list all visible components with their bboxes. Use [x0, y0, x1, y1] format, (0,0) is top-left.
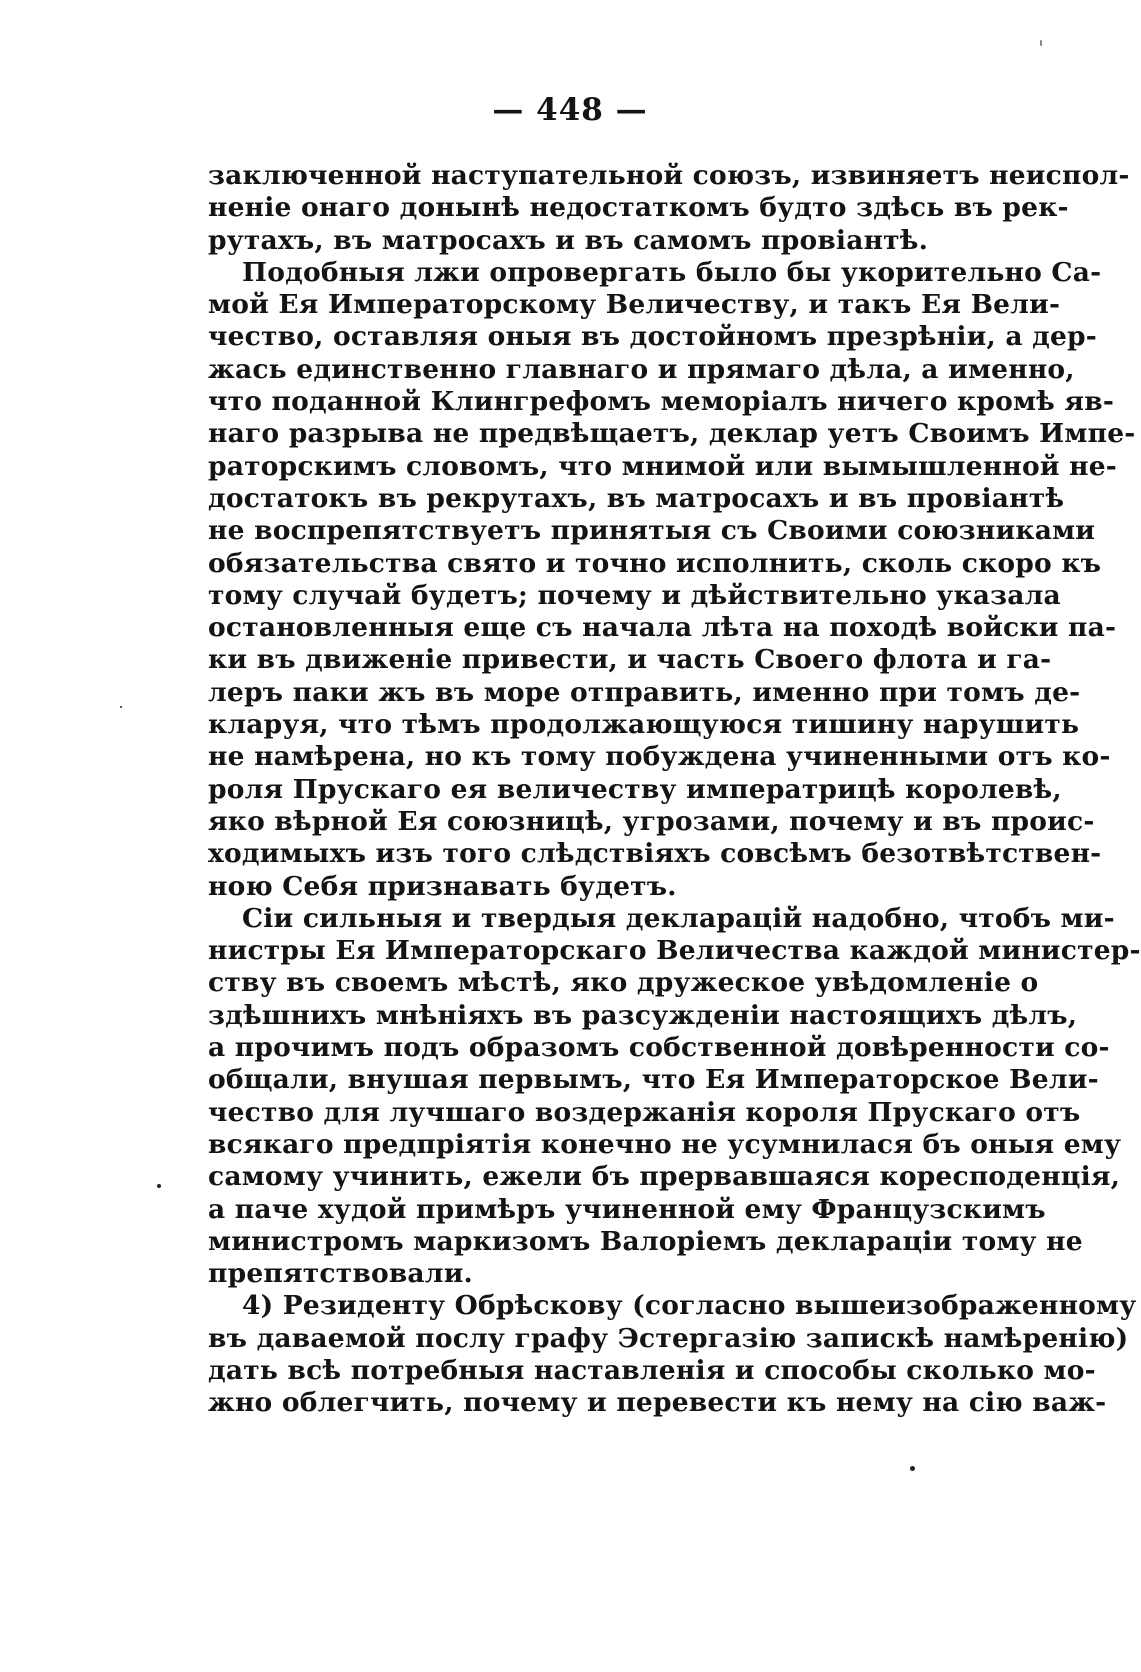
- text-line: всякаго предпріятія конечно не усумнилася бъ оныя ему: [208, 1128, 1122, 1160]
- text-line: кларуя, что тѣмъ продолжающуюся тишину нарушить: [208, 709, 1080, 741]
- page-number: — 448 —: [492, 92, 648, 128]
- text-line: дать всѣ потребныя наставленія и способы сколько мо-: [208, 1354, 1096, 1386]
- text-line: раторскимъ словомъ, что мнимой или вымышленной не-: [208, 450, 1117, 482]
- scan-speck: [910, 1466, 915, 1471]
- text-line: рутахъ, въ матросахъ и въ самомъ провіантѣ.: [208, 224, 929, 256]
- text-line: 4) Резиденту Обрѣскову (согласно вышеизображенному: [242, 1290, 1137, 1322]
- text-line: неніе онаго донынѣ недостаткомъ будто здѣсь въ рек-: [208, 192, 1069, 224]
- scan-speck: [157, 1184, 161, 1188]
- text-line: тому случай будетъ; почему и дѣйствительно указала: [208, 579, 1061, 611]
- text-line: здѣшнихъ мнѣніяхъ въ разсужденіи настоящихъ дѣлъ,: [208, 999, 1078, 1031]
- text-line: обязательства свято и точно исполнить, сколь скоро къ: [208, 547, 1102, 579]
- text-line: яко вѣрной Ея союзницѣ, угрозами, почему и въ проис-: [208, 805, 1095, 837]
- text-line: что поданной Клингрефомъ меморіалъ ничего кромѣ яв-: [208, 386, 1115, 418]
- text-line: нистры Ея Императорскаго Величества каждой министер-: [208, 935, 1141, 967]
- text-line: ству въ своемъ мѣстѣ, яко дружеское увѣдомленіе о: [208, 967, 1039, 999]
- text-line: Сіи сильныя и твердыя декларацій надобно, чтобъ ми-: [242, 902, 1115, 934]
- text-line: жно облегчить, почему и перевести къ нему на сію важ-: [208, 1387, 1107, 1419]
- text-line: самому учинить, ежели бъ прервавшаяся коресподенція,: [208, 1161, 1121, 1193]
- text-line: не воспрепятствуетъ принятыя съ Своими союзниками: [208, 515, 1096, 547]
- text-line: министромъ маркизомъ Валоріемъ деклараціи тому не: [208, 1225, 1083, 1257]
- text-line: жась единственно главнаго и прямаго дѣла, а именно,: [208, 353, 1075, 385]
- text-line: чество, оставляя оныя въ достойномъ презрѣніи, а дер-: [208, 321, 1097, 353]
- text-line: достатокъ въ рекрутахъ, въ матросахъ и въ провіантѣ: [208, 482, 1065, 514]
- body-text: [208, 160, 1141, 1420]
- text-line: общали, внушая первымъ, что Ея Императорское Вели-: [208, 1064, 1099, 1096]
- scan-speck: [120, 706, 122, 708]
- text-line: заключенной наступательной союзъ, извиняетъ неиспол-: [208, 160, 1130, 191]
- text-line: леръ паки жъ въ море отправить, именно при томъ де-: [208, 676, 1081, 708]
- text-line: остановленныя еще съ начала лѣта на походѣ войски па-: [208, 612, 1117, 644]
- text-line: ки въ движеніе привести, и часть Своего флота и га-: [208, 644, 1052, 676]
- text-line: ходимыхъ изъ того слѣдствіяхъ совсѣмъ безотвѣтствен-: [208, 838, 1102, 870]
- text-line: не намѣрена, но къ тому побуждена учиненными отъ ко-: [208, 741, 1111, 773]
- text-line: роля Прускаго ея величеству императрицѣ королевѣ,: [208, 773, 1062, 805]
- text-line: ною Себя признавать будетъ.: [208, 870, 677, 902]
- text-line: въ даваемой послу графу Эстергазію запискѣ намѣренію): [208, 1322, 1129, 1354]
- text-line: мой Ея Императорскому Величеству, и такъ Ея Вели-: [208, 289, 1061, 321]
- text-line: наго разрыва не предвѣщаетъ, деклар уетъ Своимъ Импе-: [208, 418, 1136, 450]
- text-line: чество для лучшаго воздержанія короля Прускаго отъ: [208, 1096, 1081, 1128]
- text-line: а прочимъ подъ образомъ собственной довѣренности со-: [208, 1032, 1110, 1064]
- scan-speck: [1040, 40, 1042, 46]
- text-line: препятствовали.: [208, 1258, 473, 1290]
- text-line: а паче худой примѣръ учиненной ему Французскимъ: [208, 1193, 1046, 1225]
- text-line: Подобныя лжи опровергать было бы укорительно Са-: [242, 256, 1102, 288]
